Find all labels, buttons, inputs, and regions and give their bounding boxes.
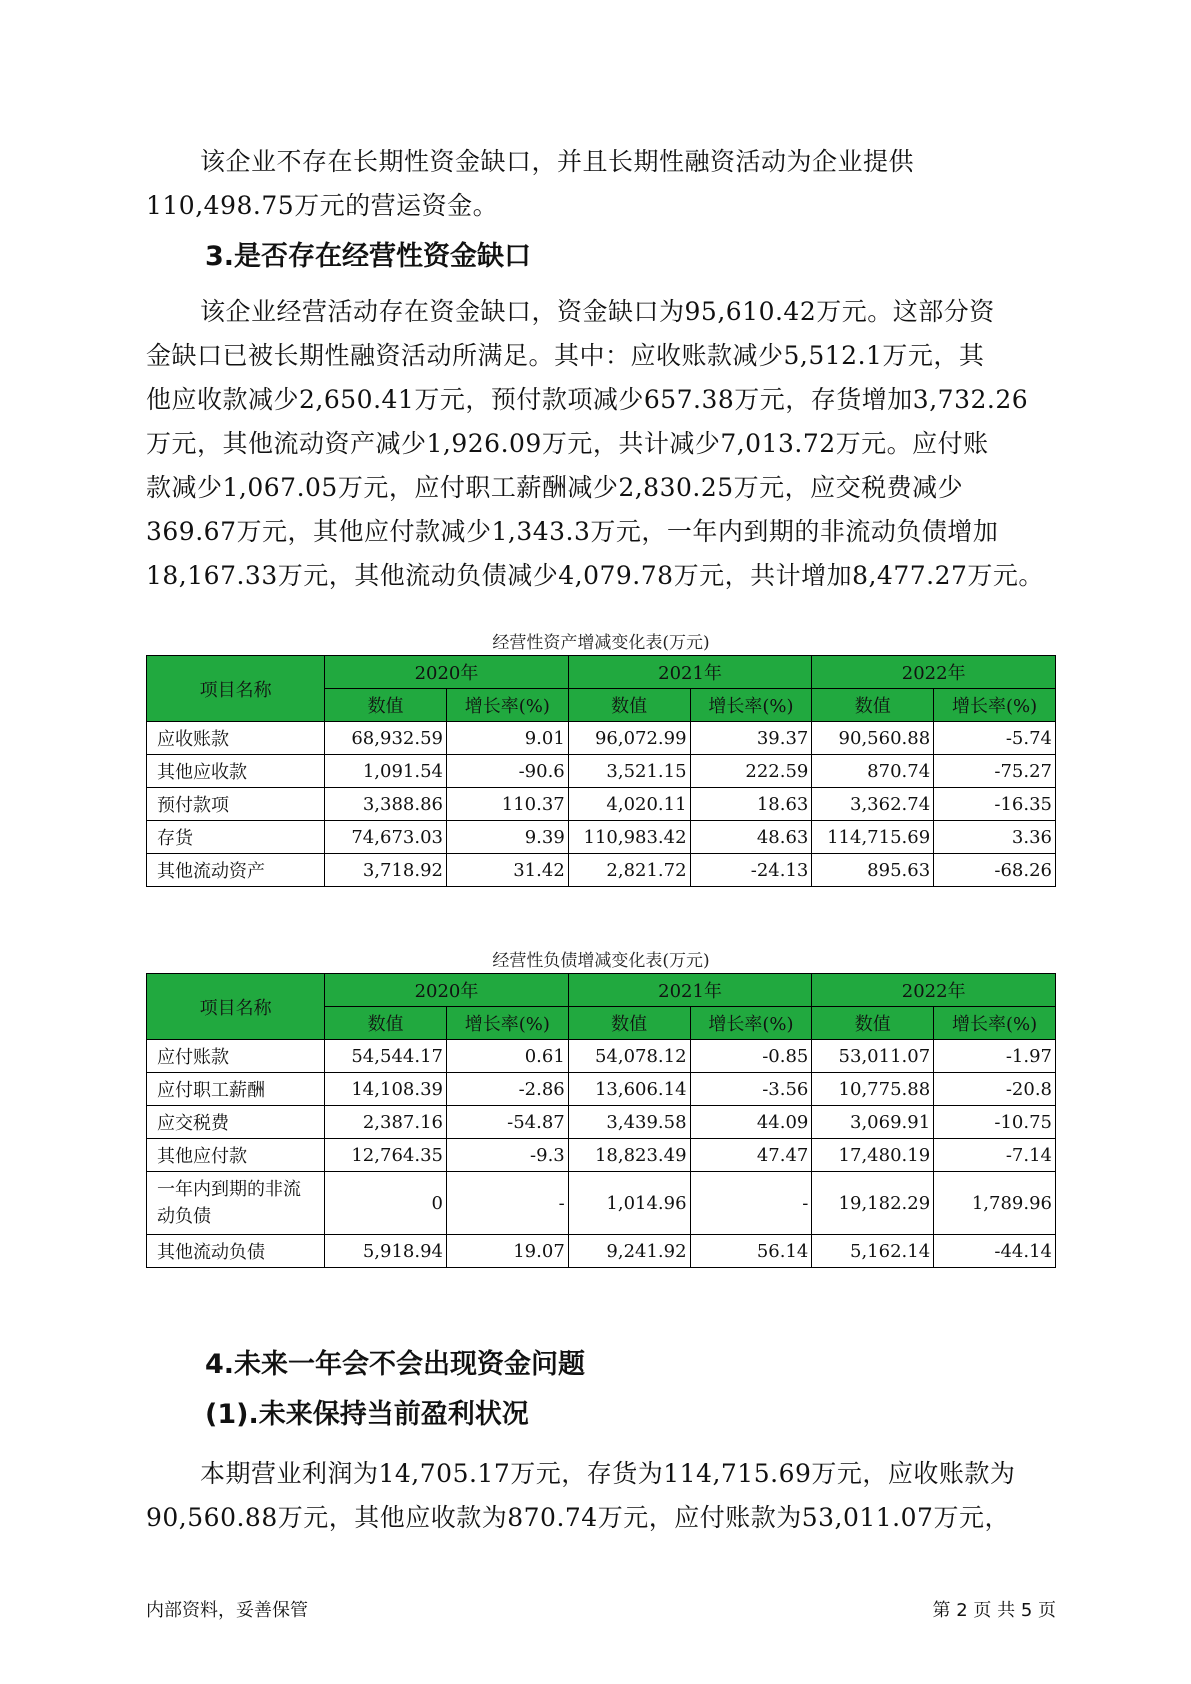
cell-value: 110,983.42 [568,821,690,854]
header-growth-rate: 增长率(%) [934,1007,1056,1040]
footer-confidential-note: 内部资料，妥善保管 [146,1600,308,1621]
cell-value: 1,091.54 [325,755,447,788]
table-row [147,1139,1056,1172]
table-row [147,1040,1056,1073]
row-label [147,1172,325,1235]
cell-growth: 110.37 [446,788,568,821]
row-label: 其他应付款 [147,1139,325,1172]
cell-growth: 31.42 [446,854,568,887]
table-row [147,821,1056,854]
cell-value: 3,362.74 [812,788,934,821]
table-caption-operating-assets: 经营性资产增减变化表(万元) [492,633,710,653]
cell-value: 54,078.12 [568,1040,690,1073]
operating-liabilities-table [146,973,1056,1268]
header-value: 数值 [325,1007,447,1040]
table-row [147,788,1056,821]
paragraph-line: 18,167.33万元，其他流动负债减少4,079.78万元，共计增加8,477.27万元。 [146,561,1044,590]
cell-value: 114,715.69 [812,821,934,854]
paragraph-operating-gap [146,290,1056,598]
cell-value: 3,718.92 [325,854,447,887]
cell-value: 90,560.88 [812,722,934,755]
cell-growth: -10.75 [934,1106,1056,1139]
header-year: 2022年 [812,974,1056,1007]
paragraph-current-profit [146,1452,1056,1540]
cell-growth: -9.3 [446,1139,568,1172]
header-year: 2021年 [568,974,812,1007]
cell-growth: 44.09 [690,1106,812,1139]
cell-value: 54,544.17 [325,1040,447,1073]
paragraph-line: 110,498.75万元的营运资金。 [146,191,499,220]
header-year: 2021年 [568,656,812,689]
table-row [147,1073,1056,1106]
cell-growth: 39.37 [690,722,812,755]
cell-value: 68,932.59 [325,722,447,755]
section-heading-future-funding: 4.未来一年会不会出现资金问题 [205,1349,586,1380]
cell-value: 9,241.92 [568,1235,690,1268]
cell-value: 53,011.07 [812,1040,934,1073]
table-row [147,1106,1056,1139]
paragraph-line: 金缺口已被长期性融资活动所满足。其中：应收账款减少5,512.1万元，其 [146,341,985,370]
row-label: 存货 [147,821,325,854]
cell-value: 2,821.72 [568,854,690,887]
header-growth-rate: 增长率(%) [446,1007,568,1040]
cell-growth: 1,789.96 [934,1172,1056,1235]
header-year: 2022年 [812,656,1056,689]
cell-value: 19,182.29 [812,1172,934,1235]
cell-growth: -7.14 [934,1139,1056,1172]
header-value: 数值 [568,1007,690,1040]
cell-value: 895.63 [812,854,934,887]
cell-value: 4,020.11 [568,788,690,821]
cell-growth: -3.56 [690,1073,812,1106]
cell-value: 2,387.16 [325,1106,447,1139]
cell-growth: -16.35 [934,788,1056,821]
table-row [147,1172,1056,1235]
row-label-line: 动负债 [157,1206,211,1227]
cell-growth: 222.59 [690,755,812,788]
header-year: 2020年 [325,656,569,689]
cell-value: 14,108.39 [325,1073,447,1106]
cell-value: 0 [325,1172,447,1235]
cell-growth: -0.85 [690,1040,812,1073]
cell-value: 3,069.91 [812,1106,934,1139]
paragraph-line: 他应收款减少2,650.41万元，预付款项减少657.38万元，存货增加3,732.26 [146,385,1029,414]
cell-growth: - [446,1172,568,1235]
cell-growth: -75.27 [934,755,1056,788]
cell-growth: 48.63 [690,821,812,854]
header-growth-rate: 增长率(%) [934,689,1056,722]
cell-growth: -44.14 [934,1235,1056,1268]
cell-value: 96,072.99 [568,722,690,755]
cell-growth: -1.97 [934,1040,1056,1073]
cell-value: 10,775.88 [812,1073,934,1106]
cell-growth: 56.14 [690,1235,812,1268]
cell-value: 17,480.19 [812,1139,934,1172]
footer-page-number: 第 2 页 共 5 页 [932,1600,1056,1621]
row-label: 应付账款 [147,1040,325,1073]
header-value: 数值 [812,1007,934,1040]
row-label: 应交税费 [147,1106,325,1139]
cell-growth: 9.01 [446,722,568,755]
header-year: 2020年 [325,974,569,1007]
cell-growth: 0.61 [446,1040,568,1073]
row-label: 其他流动负债 [147,1235,325,1268]
header-value: 数值 [568,689,690,722]
cell-value: 3,521.15 [568,755,690,788]
table-row [147,1235,1056,1268]
cell-value: 1,014.96 [568,1172,690,1235]
row-label: 其他流动资产 [147,854,325,887]
cell-value: 3,439.58 [568,1106,690,1139]
header-item-name: 项目名称 [147,656,325,722]
header-value: 数值 [325,689,447,722]
row-label: 应收账款 [147,722,325,755]
row-label: 预付款项 [147,788,325,821]
cell-growth: 3.36 [934,821,1056,854]
paragraph-line: 该企业经营活动存在资金缺口，资金缺口为95,610.42万元。这部分资 [200,297,995,326]
cell-value: 5,162.14 [812,1235,934,1268]
cell-growth: - [690,1172,812,1235]
header-value: 数值 [812,689,934,722]
cell-value: 18,823.49 [568,1139,690,1172]
cell-growth: -5.74 [934,722,1056,755]
table-caption-operating-liabilities: 经营性负债增减变化表(万元) [492,951,710,971]
paragraph-line: 90,560.88万元，其他应收款为870.74万元，应付账款为53,011.07万元， [146,1503,1010,1532]
cell-growth: -2.86 [446,1073,568,1106]
cell-value: 13,606.14 [568,1073,690,1106]
cell-growth: -68.26 [934,854,1056,887]
paragraph-line: 该企业不存在长期性资金缺口，并且长期性融资活动为企业提供 [200,147,915,176]
row-label-line: 一年内到期的非流 [157,1179,301,1200]
row-label: 应付职工薪酬 [147,1073,325,1106]
row-label: 其他应收款 [147,755,325,788]
cell-value: 12,764.35 [325,1139,447,1172]
operating-assets-table [146,655,1056,887]
cell-growth: 9.39 [446,821,568,854]
header-growth-rate: 增长率(%) [690,1007,812,1040]
header-growth-rate: 增长率(%) [690,689,812,722]
cell-growth: -90.6 [446,755,568,788]
cell-growth: 18.63 [690,788,812,821]
paragraph-long-term-funding [146,140,1056,228]
paragraph-line: 款减少1,067.05万元，应付职工薪酬减少2,830.25万元，应交税费减少 [146,473,964,502]
header-item-name: 项目名称 [147,974,325,1040]
table-row [147,722,1056,755]
cell-growth: -24.13 [690,854,812,887]
section-heading-operating-gap: 3.是否存在经营性资金缺口 [205,241,532,272]
table-row [147,755,1056,788]
paragraph-line: 本期营业利润为14,705.17万元，存货为114,715.69万元，应收账款为 [200,1459,1016,1488]
cell-growth: -20.8 [934,1073,1056,1106]
cell-growth: 47.47 [690,1139,812,1172]
subsection-heading-current-profit: (1).未来保持当前盈利状况 [205,1399,529,1430]
header-growth-rate: 增长率(%) [446,689,568,722]
cell-growth: -54.87 [446,1106,568,1139]
cell-growth: 19.07 [446,1235,568,1268]
paragraph-line: 369.67万元，其他应付款减少1,343.3万元，一年内到期的非流动负债增加 [146,517,999,546]
table-row [147,854,1056,887]
paragraph-line: 万元，其他流动资产减少1,926.09万元，共计减少7,013.72万元。应付账 [146,429,989,458]
cell-value: 5,918.94 [325,1235,447,1268]
cell-value: 870.74 [812,755,934,788]
cell-value: 74,673.03 [325,821,447,854]
cell-value: 3,388.86 [325,788,447,821]
